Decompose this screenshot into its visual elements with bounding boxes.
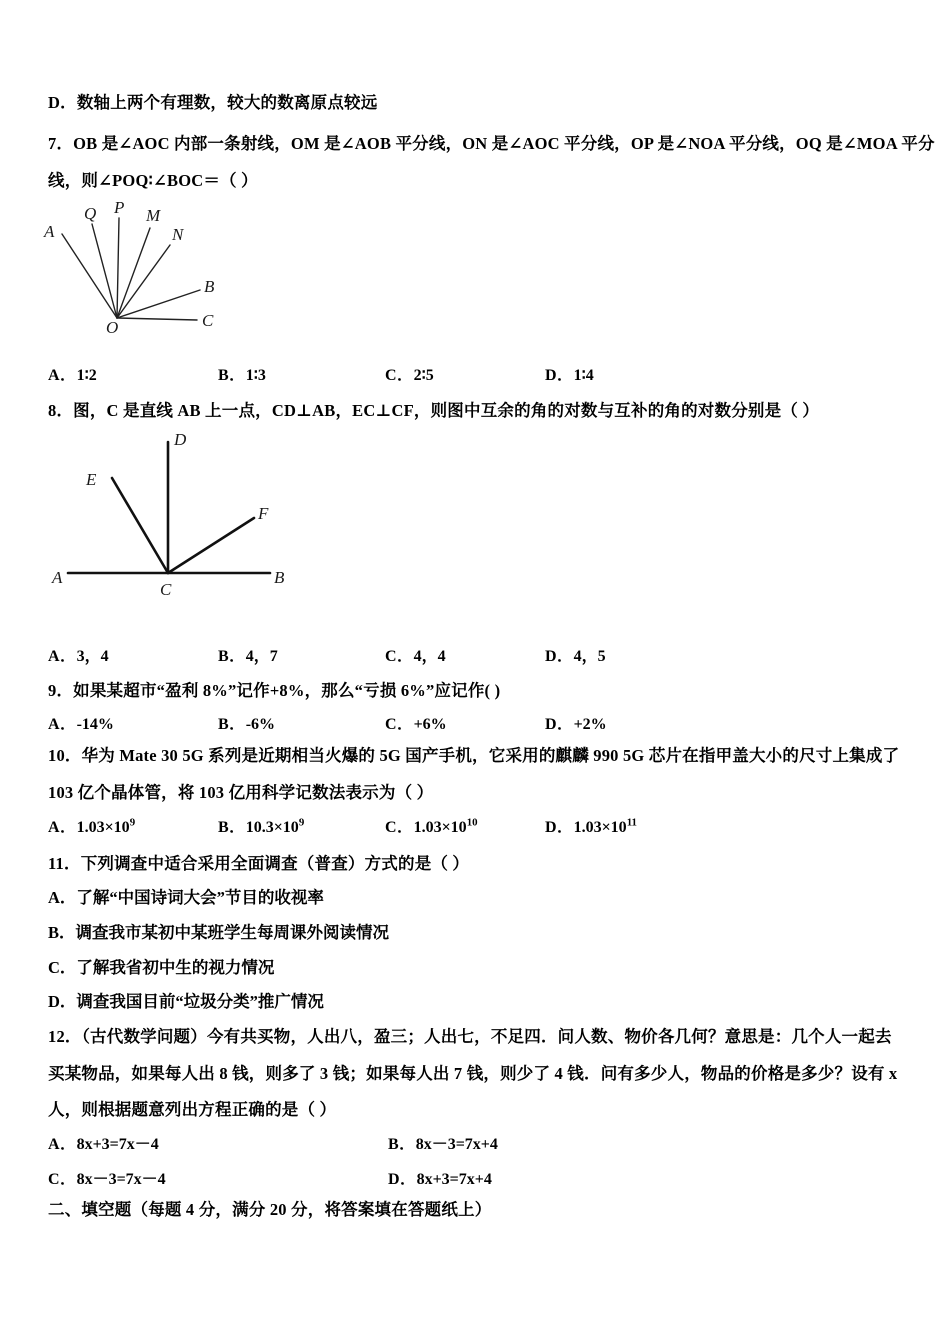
q12-option-a[interactable]: A．8x+3=7x－4 — [48, 1136, 159, 1153]
q6-option-d-text: 数轴上两个有理数，较大的数离原点较远 — [76, 93, 378, 112]
label-c: C — [160, 580, 172, 599]
q11-stem: 11．下列调查中适合采用全面调查（普查）方式的是（ ） — [48, 854, 470, 873]
section-2-heading: 二、填空题（每题 4 分，满分 20 分，将答案填在答题纸上） — [48, 1200, 492, 1219]
q6-option-d — [48, 92, 920, 114]
ray-cf — [168, 518, 254, 573]
q11-option-b[interactable]: B．调查我市某初中某班学生每周课外阅读情况 — [48, 923, 390, 942]
q10-option-a[interactable]: A．$1.03\times 10^9$ — [48, 816, 136, 836]
q12-option-b[interactable]: B．8x－3=7x+4 — [388, 1136, 498, 1153]
q8-stem: 8．图，C 是直线 AB 上一点，CD⊥AB，EC⊥CF，则图中互余的角的对数与互补的角的对数分别是（ ） — [48, 401, 820, 420]
q9-stem: 9．如果某超市“盈利 8%”记作+8%，那么“亏损 6%”应记作( ) — [48, 681, 501, 700]
q7-angle-figure — [40, 198, 290, 338]
q8-figure-svg — [40, 428, 310, 608]
q11-option-d[interactable]: D．调查我国目前“垃圾分类”推广情况 — [48, 992, 324, 1011]
q12-options-row1 — [48, 1131, 928, 1155]
label-e: E — [86, 470, 97, 489]
q9-option-c[interactable]: C．+6% — [385, 716, 447, 733]
q10-option-c[interactable]: C．$1.03\times 10^{10}$ — [385, 816, 478, 836]
ray-ob — [117, 290, 200, 318]
q7-stem-line1: 7．OB 是∠AOC 内部一条射线，OM 是∠AOB 平分线，ON 是∠AOC 平分线，OP 是∠NOA 平分线，OQ 是∠MOA 平分 — [48, 134, 935, 153]
ray-oc — [117, 318, 197, 320]
label-d: D — [174, 430, 187, 449]
label-m: M — [146, 206, 161, 225]
ray-om — [117, 228, 150, 318]
label-a: A — [44, 222, 55, 241]
ray-oa — [62, 234, 117, 318]
q9-option-d[interactable]: D．+2% — [545, 716, 607, 733]
q10-stem-line2: 103 亿个晶体管，将 103 亿用科学记数法表示为（ ） — [48, 783, 434, 802]
q12-stem-line2: 买某物品，如果每人出 8 钱，则多了 3 钱；如果每人出 7 钱，则少了 4 钱．问有多少人，物品的价格是多少？设有 x — [48, 1064, 898, 1083]
q11-option-c[interactable]: C．了解我省初中生的视力情况 — [48, 958, 275, 977]
q10-option-b[interactable]: B．$10.3\times 10^9$ — [218, 816, 305, 836]
q12-stem-line1: 12．（古代数学问题）今有共买物，人出八，盈三；人出七，不足四．问人数、物价各几何？意思是：几个人一起去 — [48, 1027, 892, 1046]
q10-option-d[interactable]: D．$1.03\times 10^{11}$ — [545, 816, 637, 836]
q10-options — [48, 814, 928, 838]
q9-options — [48, 711, 928, 735]
q8-options — [48, 643, 928, 667]
q6-option-d-label: D． — [48, 93, 77, 112]
ray-op — [117, 218, 119, 318]
q12-stem-line3: 人，则根据题意列出方程正确的是（ ） — [48, 1100, 337, 1119]
q7-option-b[interactable]: B．1∶3 — [218, 367, 266, 384]
ray-ce — [112, 478, 168, 573]
label-a: A — [52, 568, 63, 587]
label-n: N — [172, 225, 184, 244]
q7-option-d[interactable]: D．1∶4 — [545, 367, 594, 384]
q8-option-d[interactable]: D．4，5 — [545, 648, 606, 665]
q8-option-a[interactable]: A．3，4 — [48, 648, 109, 665]
ray-oq — [92, 224, 117, 318]
q9-option-b[interactable]: B．-6% — [218, 716, 276, 733]
q7-options — [48, 362, 928, 386]
q7-figure-svg — [40, 198, 290, 338]
q7-option-a[interactable]: A．1∶2 — [48, 367, 97, 384]
q9-option-a[interactable]: A．-14% — [48, 716, 114, 733]
label-b: B — [204, 277, 215, 296]
q8-option-c[interactable]: C．4，4 — [385, 648, 446, 665]
q11-option-a[interactable]: A．了解“中国诗词大会”节目的收视率 — [48, 888, 324, 907]
q8-option-b[interactable]: B．4，7 — [218, 648, 278, 665]
q12-option-d[interactable]: D．8x+3=7x+4 — [388, 1171, 492, 1188]
q7-option-c[interactable]: C．2∶5 — [385, 367, 434, 384]
q7-stem-line2: 线，则∠POQ∶∠BOC＝（ ） — [48, 171, 258, 190]
q12-option-c[interactable]: C．8x－3=7x－4 — [48, 1171, 166, 1188]
label-b: B — [274, 568, 285, 587]
q12-options-row2 — [48, 1166, 928, 1190]
label-f: F — [258, 504, 269, 523]
ray-on — [117, 245, 170, 318]
label-o: O — [106, 318, 119, 337]
q10-stem-line1: 10．华为 Mate 30 5G 系列是近期相当火爆的 5G 国产手机，它采用的麒麟 990 5G 芯片在指甲盖大小的尺寸上集成了 — [48, 746, 900, 765]
label-q: Q — [84, 204, 97, 223]
label-p: P — [114, 198, 125, 217]
q8-perpendicular-figure — [40, 428, 310, 608]
label-c: C — [202, 311, 214, 330]
